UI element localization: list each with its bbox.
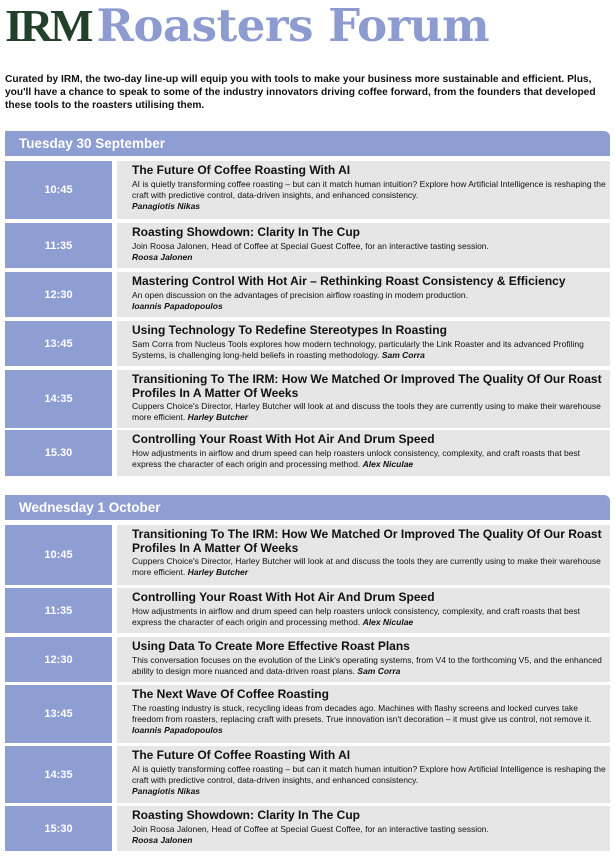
irm-logo: IRM bbox=[5, 0, 91, 51]
session-time: 13:45 bbox=[5, 685, 112, 743]
session-time: 14:35 bbox=[5, 746, 112, 803]
session-time: 12:30 bbox=[5, 272, 112, 317]
session-row bbox=[5, 430, 610, 476]
session-speaker: Roosa Jalonen bbox=[132, 251, 193, 262]
session-content bbox=[117, 806, 610, 851]
session-title: Transitioning To The IRM: How We Matched Or Improved The Quality Of Our Roast Profiles In A Matter Of Weeks bbox=[132, 527, 602, 555]
session-time: 14:35 bbox=[5, 370, 112, 428]
session-title: Controlling Your Roast With Hot Air And Drum Speed bbox=[132, 590, 435, 604]
session-content bbox=[117, 588, 610, 633]
session-speaker: Sam Corra bbox=[357, 665, 401, 676]
session-title: The Future Of Coffee Roasting With AI bbox=[132, 163, 351, 177]
session-description-text: How adjustments in airflow and drum speed can help roasters unlock consistency, complexity, and craft roasts that best express the character of each origin and processing method. bbox=[132, 605, 581, 627]
session-description-text: This conversation focuses on the evolution of the Link's operating systems, from V4 to the forthcoming V5, and the enhanced ability to design more nuanced and data-driven roast plans. bbox=[132, 654, 602, 676]
session-row bbox=[5, 161, 610, 219]
day-header: Wednesday 1 October bbox=[5, 495, 610, 520]
session-description: Join Roosa Jalonen, Head of Coffee at Special Guest Coffee, for an interactive tasting session. bbox=[132, 240, 489, 251]
session-title: Using Technology To Redefine Stereotypes In Roasting bbox=[132, 323, 447, 337]
session-time: 10:45 bbox=[5, 525, 112, 585]
session-row bbox=[5, 588, 610, 633]
session-description bbox=[132, 655, 606, 677]
session-description bbox=[132, 339, 606, 361]
session-row bbox=[5, 685, 610, 743]
session-title: Roasting Showdown: Clarity In The Cup bbox=[132, 225, 360, 239]
session-row bbox=[5, 746, 610, 803]
session-description-text: How adjustments in airflow and drum speed can help roasters unlock consistency, complexity, and craft roasts that best express the character of each origin and processing method. bbox=[132, 447, 581, 469]
session-time: 11:35 bbox=[5, 588, 112, 633]
page-header bbox=[5, 0, 610, 52]
session-speaker: Harley Butcher bbox=[187, 412, 249, 423]
session-time: 11:35 bbox=[5, 223, 112, 268]
session-title: Using Data To Create More Effective Roast Plans bbox=[132, 639, 410, 653]
intro-text: Curated by IRM, the two-day line-up will equip you with tools to make your business more sustainable and efficient. Plus, you'll have a chance to speak to some of the industry innovators driving coffee forward, from the founders that developed these tools to the roasters utilising them. bbox=[5, 74, 596, 112]
session-time: 12:30 bbox=[5, 637, 112, 682]
session-content bbox=[117, 430, 610, 476]
session-content bbox=[117, 370, 610, 428]
session-row bbox=[5, 223, 610, 268]
session-time: 10:45 bbox=[5, 161, 112, 219]
session-speaker: Sam Corra bbox=[381, 349, 425, 360]
session-title: Controlling Your Roast With Hot Air And Drum Speed bbox=[132, 432, 435, 446]
session-time: 13:45 bbox=[5, 321, 112, 366]
session-row bbox=[5, 272, 610, 317]
session-title: The Future Of Coffee Roasting With AI bbox=[132, 748, 351, 762]
session-description: An open discussion on the advantages of precision airflow roasting in modern production. bbox=[132, 289, 468, 300]
session-title: The Next Wave Of Coffee Roasting bbox=[132, 687, 329, 701]
session-description: Join Roosa Jalonen, Head of Coffee at Special Guest Coffee, for an interactive tasting session. bbox=[132, 823, 489, 834]
session-description-text: Sam Corra from Nucleus Tools explores how modern technology, particularly the Link Roaster and its advanced Profiling Systems, is challenging long-held beliefs in roasting methodology. bbox=[132, 338, 584, 360]
session-content bbox=[117, 223, 610, 268]
session-row bbox=[5, 525, 610, 585]
day-tuesday bbox=[5, 131, 610, 476]
session-speaker: Roosa Jalonen bbox=[132, 834, 193, 845]
session-content bbox=[117, 525, 610, 585]
session-title: Mastering Control With Hot Air – Rethinking Roast Consistency & Efficiency bbox=[132, 274, 566, 288]
session-content bbox=[117, 746, 610, 803]
session-content bbox=[117, 685, 610, 743]
session-title: Roasting Showdown: Clarity In The Cup bbox=[132, 808, 360, 822]
page-title: Roasters Forum bbox=[96, 0, 490, 52]
session-description bbox=[132, 556, 606, 578]
session-description bbox=[132, 703, 606, 737]
session-content bbox=[117, 161, 610, 219]
session-description bbox=[132, 448, 606, 470]
session-description-text: Cuppers Choice's Director, Harley Butcher will look at and discuss the tools they are currently using to make their warehouse more efficient. bbox=[132, 556, 601, 578]
session-time: 15.30 bbox=[5, 430, 112, 476]
day-header: Tuesday 30 September bbox=[5, 131, 610, 156]
session-speaker: Panagiotis Nikas bbox=[132, 785, 201, 796]
session-speaker: Alex Niculae bbox=[362, 458, 414, 469]
session-description-text: Cuppers Choice's Director, Harley Butcher will look at and discuss the tools they are currently using to make their warehouse more efficient. bbox=[132, 401, 601, 423]
session-row bbox=[5, 321, 610, 366]
session-row bbox=[5, 637, 610, 682]
session-speaker: Alex Niculae bbox=[362, 616, 414, 627]
session-description: AI is quietly transforming coffee roasting – but can it match human intuition? Explore how Artificial Intelligence is reshaping the craft with predictive control, data-driven insights, and enhanced consistency. bbox=[132, 178, 606, 200]
session-row bbox=[5, 370, 610, 428]
session-speaker: Ioannis Papadopoulos bbox=[132, 724, 223, 735]
session-speaker: Ioannis Papadopoulos bbox=[132, 300, 223, 311]
session-title: Transitioning To The IRM: How We Matched Or Improved The Quality Of Our Roast Profiles In A Matter Of Weeks bbox=[132, 372, 602, 400]
day-wednesday bbox=[5, 495, 610, 853]
session-speaker: Harley Butcher bbox=[187, 567, 249, 578]
session-content bbox=[117, 321, 610, 366]
session-row bbox=[5, 806, 610, 851]
session-description: AI is quietly transforming coffee roasting – but can it match human intuition? Explore how Artificial Intelligence is reshaping the craft with predictive control, data-driven insights, and enhanced consistency. bbox=[132, 763, 606, 785]
session-speaker: Panagiotis Nikas bbox=[132, 200, 201, 211]
session-description bbox=[132, 401, 606, 423]
session-content bbox=[117, 272, 610, 317]
session-description bbox=[132, 606, 606, 628]
session-time: 15:30 bbox=[5, 806, 112, 851]
session-content bbox=[117, 637, 610, 682]
session-description-text: The roasting industry is stuck, recycling ideas from decades ago. Machines with flashy screens and locked curves take freedom from roasters, replacing craft with presets. True innovation isn't decoration – it must give us control, not remove it. bbox=[132, 702, 592, 724]
